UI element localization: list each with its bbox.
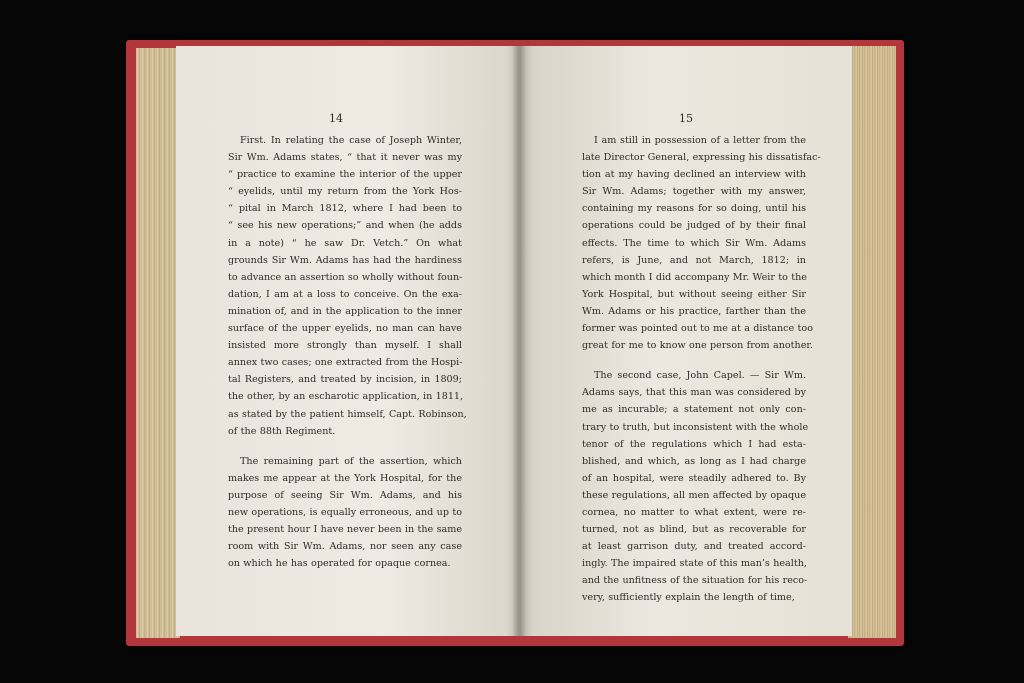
text-line: to advance an assertion so wholly without foun- xyxy=(228,271,463,283)
text-line: late Director General, expressing his dissatisfac- xyxy=(582,152,821,164)
text-line: York Hospital, but without seeing either Sir xyxy=(582,288,806,300)
text-line: I am still in possession of a letter from the xyxy=(594,135,806,146)
right-page xyxy=(520,46,852,636)
text-line: at least garrison duty, and treated accord- xyxy=(582,541,806,553)
left-page-number: 14 xyxy=(329,112,343,125)
text-line: and the unfitness of the situation for his reco- xyxy=(582,575,808,587)
text-line: tenor of the regulations which I had esta- xyxy=(582,438,806,450)
text-line: very, sufficiently explain the length of time, xyxy=(582,592,795,604)
text-line: mination of, and in the application to the inner xyxy=(228,305,462,317)
text-line: me as incurable; a statement not only con- xyxy=(582,404,806,416)
text-line: former was pointed out to me at a distance too xyxy=(582,323,813,335)
text-line: new operations, is equally erroneous, and up to xyxy=(228,506,462,518)
text-line: “ eyelids, until my return from the York Hos- xyxy=(228,186,462,198)
text-line: “ see his new operations;” and when (he adds xyxy=(228,220,462,232)
text-line: the other, by an escharotic application, in 1811, xyxy=(228,391,464,403)
text-line: great for me to know one person from another. xyxy=(582,340,813,352)
right-page-number: 15 xyxy=(679,112,693,125)
paragraph xyxy=(570,367,809,606)
text-line: cornea, no matter to what extent, were re- xyxy=(582,506,806,518)
paragraph xyxy=(216,453,462,573)
text-line: The second case, John Capel. — Sir Wm. xyxy=(594,370,806,382)
paragraph xyxy=(570,132,821,354)
text-line: Sir Wm. Adams states, “ that it never was my xyxy=(228,152,462,164)
text-line: as stated by the patient himself, Capt. Robinson, xyxy=(228,408,467,420)
text-line: refers, is June, and not March, 1812; in xyxy=(582,254,806,266)
text-line: Wm. Adams or his practice, farther than the xyxy=(582,305,806,317)
text-line: First. In relating the case of Joseph Winter, xyxy=(240,135,462,146)
text-line: trary to truth, but inconsistent with the whole xyxy=(582,421,809,433)
text-line: “ pital in March 1812, where I had been to xyxy=(228,203,462,215)
text-line: purpose of seeing Sir Wm. Adams, and his xyxy=(228,489,462,501)
text-line: of an hospital, were steadily adhered to. By xyxy=(582,472,806,484)
right-page-edges xyxy=(848,46,896,638)
text-line: of the 88th Regiment. xyxy=(228,425,336,437)
text-line: these regulations, all men affected by opaque xyxy=(582,489,806,501)
text-line: dation, I am at a loss to conceive. On the exa- xyxy=(228,288,462,300)
text-line: containing my reasons for so doing, until his xyxy=(582,203,806,215)
left-page-edges xyxy=(136,48,180,638)
text-line: tal Registers, and treated by incision, in 1809; xyxy=(228,374,462,386)
text-line: on which he has operated for opaque cornea. xyxy=(228,558,451,570)
text-line: ingly. The impaired state of this man’s health, xyxy=(582,558,807,570)
text-line: Adams says, that this man was considered by xyxy=(582,387,806,399)
text-line: in a note) “ he saw Dr. Vetch.” On what xyxy=(228,237,462,249)
text-line: which month I did accompany Mr. Weir to the xyxy=(582,271,807,283)
text-line: tion at my having declined an interview with xyxy=(582,169,806,181)
text-line: annex two cases; one extracted from the Hospi- xyxy=(228,357,463,369)
text-line: grounds Sir Wm. Adams has had the hardiness xyxy=(228,254,462,266)
text-line: operations could be judged of by their final xyxy=(582,220,806,232)
text-line: insisted more strongly than myself. I shall xyxy=(228,340,462,352)
text-line: the present hour I have never been in the same xyxy=(228,524,462,536)
book-gutter xyxy=(512,46,526,636)
text-line: makes me appear at the York Hospital, for the xyxy=(228,472,462,484)
text-line: turned, not as blind, but as recoverable for xyxy=(582,524,806,536)
paragraph xyxy=(216,132,467,440)
left-page xyxy=(176,46,520,636)
text-line: room with Sir Wm. Adams, nor seen any case xyxy=(228,541,462,553)
text-line: surface of the upper eyelids, no man can have xyxy=(228,323,462,335)
text-line: The remaining part of the assertion, which xyxy=(240,455,462,467)
left-page-text xyxy=(216,132,467,585)
text-line: effects. The time to which Sir Wm. Adams xyxy=(582,237,806,249)
text-line: “ practice to examine the interior of the upper xyxy=(228,169,462,181)
text-line: Sir Wm. Adams; together with my answer, xyxy=(582,186,806,198)
text-line: blished, and which, as long as I had charge xyxy=(582,455,806,467)
right-page-text xyxy=(570,132,821,620)
